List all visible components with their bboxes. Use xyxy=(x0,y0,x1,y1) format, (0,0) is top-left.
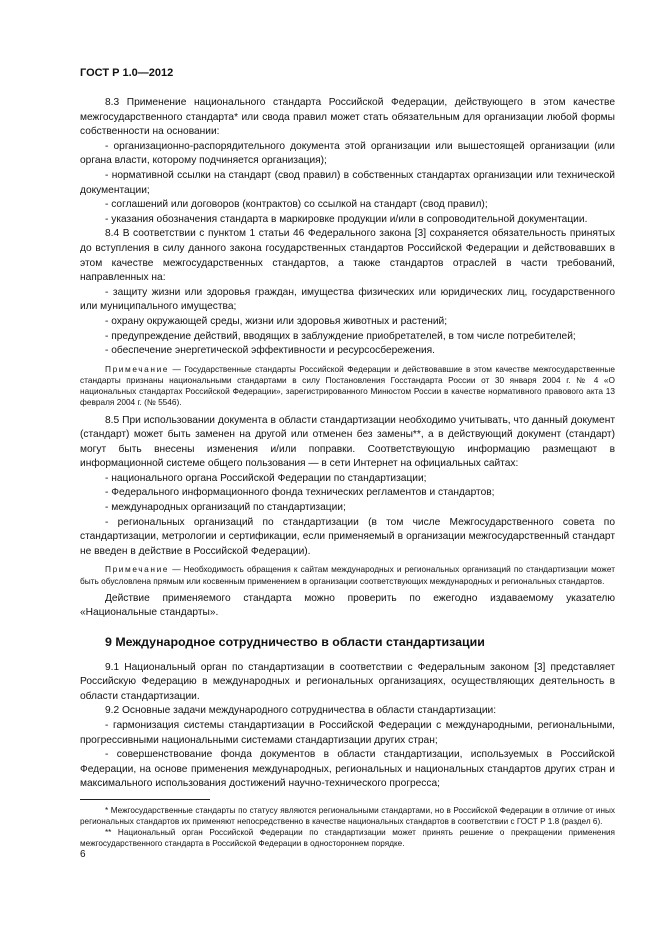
list-item: - организационно-распорядительного документа этой организации или вышестоящей организации (или органа власти, которому подчиняется организация); xyxy=(80,140,615,167)
list-item: - региональных организаций по стандартизации (в том числе Межгосударственного совета по стандартизации, метрологии и сертификации, если применяемый в организации межгосударственный стандарт не введен в действие в Российской Федерации). xyxy=(80,516,615,557)
footnote: ** Национальный орган Российской Федерации по стандартизации может принять решение о прекращении применения межгосударственного стандарта в Российской Федерации в одностороннем порядке. xyxy=(80,827,615,848)
note-label: Примечание xyxy=(105,564,170,575)
paragraph-9-1: 9.1 Национальный орган по стандартизации в соответствии с Федеральным законом [3] представляет Российскую Федерацию в международных и региональных организациях, осуществляющих деятельность в области стандартизации. xyxy=(80,661,615,702)
paragraph-closing: Действие применяемого стандарта можно проверить по ежегодно издаваемому указателю «Национальные стандарты». xyxy=(80,592,615,619)
list-item: - гармонизация системы стандартизации в Российской Федерации с международными, региональными, прогрессивными национальными системами стандартизации других стран; xyxy=(80,720,615,746)
list-item: - указания обозначения стандарта в маркировке продукции и/или в сопроводительной документации. xyxy=(105,213,588,225)
note-text: — Государственные стандарты Российской Федерации и действовавшие в этом качестве межгосударственные стандарты признаны национальными стандартами в силу Постановления Госстандарта России от 30 января 2004 г. № 4 «О национальных стандартах Российской Федерации», зарегистрированного Минюстом России в качестве нормативного правового акта 13 февраля 2004 г. (№ 5546). xyxy=(80,363,615,408)
list-item: - нормативной ссылки на стандарт (свод правил) в собственных стандартах организации или технической документации; xyxy=(80,169,615,196)
paragraph-8-5: 8.5 При использовании документа в области стандартизации необходимо учитывать, что данный документ (стандарт) может быть заменен на другой или отменен без замены**, а в действующий документ (стандарт) могут быть внесены изменения и/или поправки. Соответствующую информацию размещают в информационной системе общего пользования — в сети Интернет на официальных сайтах: xyxy=(80,414,615,470)
document-header: ГОСТ Р 1.0—2012 xyxy=(80,67,174,79)
list-item: - соглашений или договоров (контрактов) со ссылкой на стандарт (свод правил); xyxy=(105,199,488,211)
page-number: 6 xyxy=(80,849,86,860)
list-item: - охрану окружающей среды, жизни или здоровья животных и растений; xyxy=(105,315,448,327)
list-item: - международных организаций по стандартизации; xyxy=(105,502,346,514)
note-text: — Необходимость обращения к сайтам международных и региональных организаций по стандартизации может быть обусловлена прямым или косвенным применением в организации соответствующих международных и региональных стандартов. xyxy=(80,564,615,586)
section-heading-9: 9 Международное сотрудничество в области стандартизации xyxy=(105,635,485,650)
paragraph-9-2: 9.2 Основные задачи международного сотрудничества в области стандартизации: xyxy=(105,705,497,717)
note-8-4 xyxy=(80,364,615,409)
footnote: * Межгосударственные стандарты по статусу являются региональными стандартами, но в Российской Федерации в отличие от иных региональных стандартов их применяют непосредственно в качестве национальных стандартов в соответствии с ГОСТ Р 1.8 (раздел 6). xyxy=(80,805,615,826)
paragraph-8-3: 8.3 Применение национального стандарта Российской Федерации, действующего в этом качестве межгосударственного стандарта* или свода правил может стать обязательным для организации любой формы собственности на основании: xyxy=(80,97,615,138)
footnote-separator xyxy=(80,799,210,800)
document-body xyxy=(80,96,615,849)
list-item: - Федерального информационного фонда технических регламентов и стандартов; xyxy=(105,487,495,499)
note-8-5 xyxy=(80,564,615,586)
list-item: - обеспечение энергетической эффективности и ресурсосбережения. xyxy=(105,345,436,357)
list-item: - национального органа Российской Федерации по стандартизации; xyxy=(105,472,427,484)
list-item: - совершенствование фонда документов в области стандартизации, используемых в Российской Федерации, на основе применения международных, региональных и национальных стандартов других стран и максимального использования достижений научно-технического прогресса; xyxy=(80,749,615,790)
paragraph-8-4: 8.4 В соответствии с пунктом 1 статьи 46 Федерального закона [3] сохраняется обязательность принятых до вступления в силу данного закона государственных стандартов Российской Федерации и действовавших в этом качестве межгосударственных стандартов, а также стандартов отраслей в части требований, направленных на: xyxy=(80,228,615,284)
note-label: Примечание xyxy=(105,363,170,374)
list-item: - защиту жизни или здоровья граждан, имущества физических или юридических лиц, государственного или муниципального имущества; xyxy=(80,286,615,313)
list-item: - предупреждение действий, вводящих в заблуждение приобретателей, в том числе потребителей; xyxy=(105,330,576,342)
